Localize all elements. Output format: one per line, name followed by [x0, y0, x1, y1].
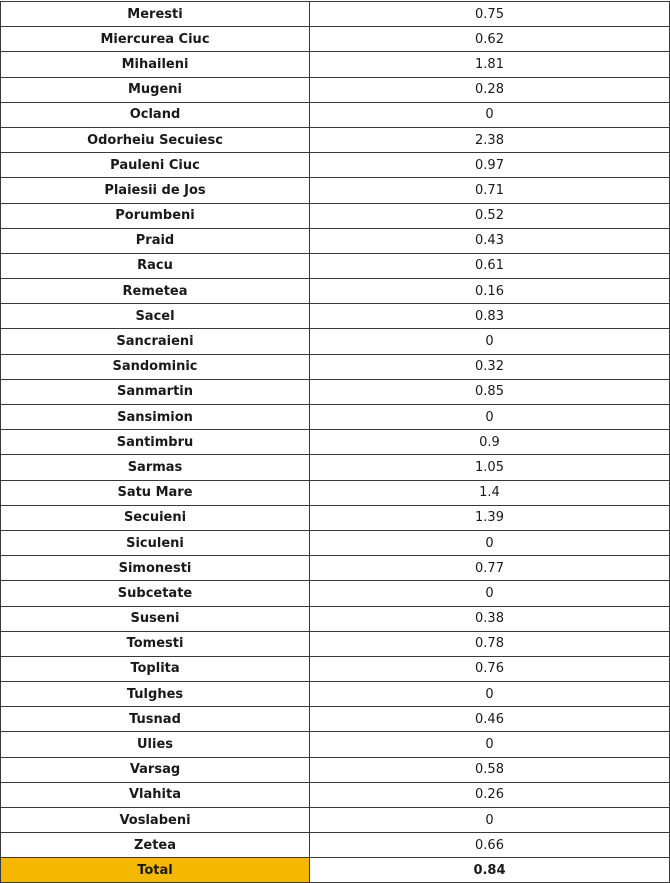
- table-row: [1, 405, 670, 430]
- row-name-cell: Siculeni: [1, 530, 310, 555]
- row-value-cell: 0: [310, 732, 670, 757]
- table-row: [1, 102, 670, 127]
- total-label-cell: Total: [1, 858, 310, 883]
- row-value-cell: 0.32: [310, 354, 670, 379]
- table-row: [1, 581, 670, 606]
- row-name-cell: Pauleni Ciuc: [1, 153, 310, 178]
- row-value-cell: 0.61: [310, 253, 670, 278]
- row-value-cell: 0.97: [310, 153, 670, 178]
- table-row: [1, 178, 670, 203]
- row-name-cell: Mugeni: [1, 77, 310, 102]
- row-value-cell: 0.26: [310, 782, 670, 807]
- row-value-cell: 0.78: [310, 631, 670, 656]
- row-name-cell: Sarmas: [1, 455, 310, 480]
- table-row: [1, 480, 670, 505]
- row-value-cell: 0.9: [310, 430, 670, 455]
- row-name-cell: Secuieni: [1, 505, 310, 530]
- row-name-cell: Subcetate: [1, 581, 310, 606]
- row-name-cell: Praid: [1, 228, 310, 253]
- row-value-cell: 1.4: [310, 480, 670, 505]
- table-row: [1, 455, 670, 480]
- row-name-cell: Zetea: [1, 833, 310, 858]
- row-value-cell: 0: [310, 102, 670, 127]
- total-row: [1, 858, 670, 883]
- row-value-cell: 0: [310, 581, 670, 606]
- row-value-cell: 0.62: [310, 27, 670, 52]
- table-row: [1, 782, 670, 807]
- row-name-cell: Porumbeni: [1, 203, 310, 228]
- row-value-cell: 0.52: [310, 203, 670, 228]
- table-row: [1, 127, 670, 152]
- total-value-cell: 0.84: [310, 858, 670, 883]
- row-name-cell: Tusnad: [1, 707, 310, 732]
- table-row: [1, 379, 670, 404]
- row-value-cell: 0: [310, 808, 670, 833]
- row-name-cell: Meresti: [1, 2, 310, 27]
- table-row: [1, 77, 670, 102]
- row-name-cell: Mihaileni: [1, 52, 310, 77]
- table-row: [1, 530, 670, 555]
- row-name-cell: Odorheiu Secuiesc: [1, 127, 310, 152]
- row-name-cell: Satu Mare: [1, 480, 310, 505]
- row-value-cell: 0.16: [310, 279, 670, 304]
- row-value-cell: 0.46: [310, 707, 670, 732]
- table-row: [1, 808, 670, 833]
- table-row: [1, 203, 670, 228]
- row-name-cell: Tomesti: [1, 631, 310, 656]
- table-row: [1, 556, 670, 581]
- table-row: [1, 505, 670, 530]
- row-name-cell: Ulies: [1, 732, 310, 757]
- row-name-cell: Sandominic: [1, 354, 310, 379]
- row-value-cell: 0.43: [310, 228, 670, 253]
- row-value-cell: 1.39: [310, 505, 670, 530]
- row-name-cell: Plaiesii de Jos: [1, 178, 310, 203]
- row-value-cell: 0.76: [310, 656, 670, 681]
- row-name-cell: Toplita: [1, 656, 310, 681]
- row-value-cell: 0.58: [310, 757, 670, 782]
- row-name-cell: Voslabeni: [1, 808, 310, 833]
- table-row: [1, 304, 670, 329]
- table-row: [1, 153, 670, 178]
- table-row: [1, 2, 670, 27]
- table-row: [1, 682, 670, 707]
- row-name-cell: Sanmartin: [1, 379, 310, 404]
- row-value-cell: 0.71: [310, 178, 670, 203]
- table-row: [1, 631, 670, 656]
- row-value-cell: 0.28: [310, 77, 670, 102]
- row-value-cell: 2.38: [310, 127, 670, 152]
- table-row: [1, 656, 670, 681]
- row-value-cell: 0.38: [310, 606, 670, 631]
- row-value-cell: 0.66: [310, 833, 670, 858]
- table-row: [1, 52, 670, 77]
- row-name-cell: Santimbru: [1, 430, 310, 455]
- table-row: [1, 253, 670, 278]
- row-name-cell: Tulghes: [1, 682, 310, 707]
- row-name-cell: Varsag: [1, 757, 310, 782]
- row-value-cell: 1.05: [310, 455, 670, 480]
- row-value-cell: 0: [310, 405, 670, 430]
- row-value-cell: 0: [310, 329, 670, 354]
- row-name-cell: Suseni: [1, 606, 310, 631]
- table-row: [1, 27, 670, 52]
- row-value-cell: 0.75: [310, 2, 670, 27]
- row-value-cell: 0.83: [310, 304, 670, 329]
- row-name-cell: Racu: [1, 253, 310, 278]
- row-value-cell: 1.81: [310, 52, 670, 77]
- table-row: [1, 606, 670, 631]
- row-name-cell: Vlahita: [1, 782, 310, 807]
- row-name-cell: Remetea: [1, 279, 310, 304]
- row-name-cell: Ocland: [1, 102, 310, 127]
- table-row: [1, 279, 670, 304]
- table-row: [1, 707, 670, 732]
- row-name-cell: Miercurea Ciuc: [1, 27, 310, 52]
- table-row: [1, 228, 670, 253]
- table-row: [1, 329, 670, 354]
- data-table: [0, 1, 670, 883]
- row-name-cell: Sansimion: [1, 405, 310, 430]
- row-name-cell: Sacel: [1, 304, 310, 329]
- row-value-cell: 0: [310, 682, 670, 707]
- table-row: [1, 732, 670, 757]
- table-body: [1, 2, 670, 883]
- table-row: [1, 430, 670, 455]
- table-row: [1, 833, 670, 858]
- row-value-cell: 0: [310, 530, 670, 555]
- row-value-cell: 0.85: [310, 379, 670, 404]
- row-name-cell: Sancraieni: [1, 329, 310, 354]
- table-row: [1, 757, 670, 782]
- row-value-cell: 0.77: [310, 556, 670, 581]
- row-name-cell: Simonesti: [1, 556, 310, 581]
- table-row: [1, 354, 670, 379]
